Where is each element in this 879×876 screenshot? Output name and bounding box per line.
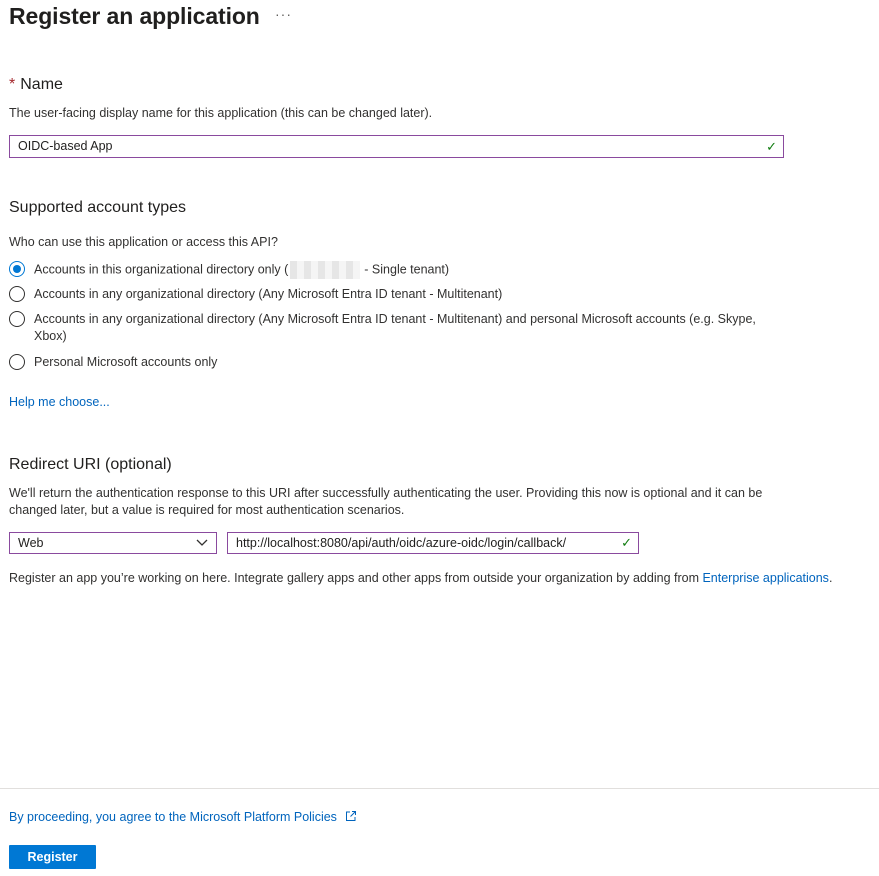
chevron-down-icon — [196, 533, 208, 559]
redirect-uri-input[interactable] — [227, 532, 639, 554]
account-type-option-label — [34, 261, 449, 279]
account-type-option-personal[interactable] — [9, 354, 217, 370]
enterprise-applications-link[interactable]: Enterprise applications — [702, 571, 829, 585]
footer-divider — [0, 788, 879, 789]
gallery-note — [9, 571, 832, 585]
redirect-uri-heading: Redirect URI (optional) — [9, 456, 172, 473]
help-me-choose-link[interactable]: Help me choose... — [9, 395, 110, 409]
page-title: Register an application — [9, 3, 260, 29]
redirect-uri-value: http://localhost:8080/api/auth/oidc/azure-oidc/login/callback/ — [236, 536, 567, 550]
more-options-icon[interactable]: ··· — [275, 6, 292, 22]
required-mark: * — [9, 76, 16, 93]
radio-button[interactable] — [9, 286, 25, 302]
account-types-question: Who can use this application or access this API? — [9, 235, 278, 249]
display-name-input[interactable] — [9, 135, 784, 158]
gallery-note-suffix: . — [828, 571, 833, 585]
display-name-value: OIDC-based App — [18, 139, 113, 153]
external-link-icon — [345, 810, 357, 822]
account-type-option-label: Accounts in any organizational directory (Any Microsoft Entra ID tenant - Multitenant) — [34, 287, 503, 301]
account-type-option-label: Accounts in any organizational directory (Any Microsoft Entra ID tenant - Multitenant) and personal Microsoft accounts (e.g. Skype, Xbox) — [34, 312, 756, 343]
account-type-option-multitenant[interactable] — [9, 286, 502, 302]
platform-policies-link[interactable] — [9, 810, 357, 824]
valid-check-icon: ✓ — [621, 535, 632, 550]
platform-select-value: Web — [18, 536, 44, 550]
account-types-heading: Supported account types — [9, 199, 187, 216]
platform-policies-label: By proceeding, you agree to the Microsoft Platform Policies — [9, 810, 337, 824]
account-type-option-multitenant-personal[interactable] — [9, 311, 779, 345]
single-tenant-label-start: Accounts in this organizational directory only ( — [34, 262, 289, 277]
redirect-uri-description: We'll return the authentication response to this URI after successfully authenticating the user. Providing this now is optional and it can be changed later, but a value is required for most authentication scenarios. — [9, 486, 763, 517]
gallery-note-text: Register an app you’re working on here. Integrate gallery apps and other apps from outside your organization by adding from — [9, 571, 703, 585]
account-type-option-label: Personal Microsoft accounts only — [34, 355, 218, 369]
radio-button[interactable] — [9, 311, 25, 327]
name-heading — [9, 76, 63, 94]
redacted-tenant-name — [290, 261, 360, 279]
register-button[interactable]: Register — [9, 845, 96, 869]
radio-button[interactable] — [9, 354, 25, 370]
name-description: The user-facing display name for this application (this can be changed later). — [9, 106, 433, 120]
name-heading-label: Name — [20, 76, 63, 93]
valid-check-icon: ✓ — [766, 139, 777, 154]
platform-select[interactable] — [9, 532, 217, 554]
account-type-option-single-tenant[interactable] — [9, 261, 449, 279]
radio-button-checked[interactable] — [9, 261, 25, 277]
single-tenant-label-end: - Single tenant) — [364, 262, 450, 277]
